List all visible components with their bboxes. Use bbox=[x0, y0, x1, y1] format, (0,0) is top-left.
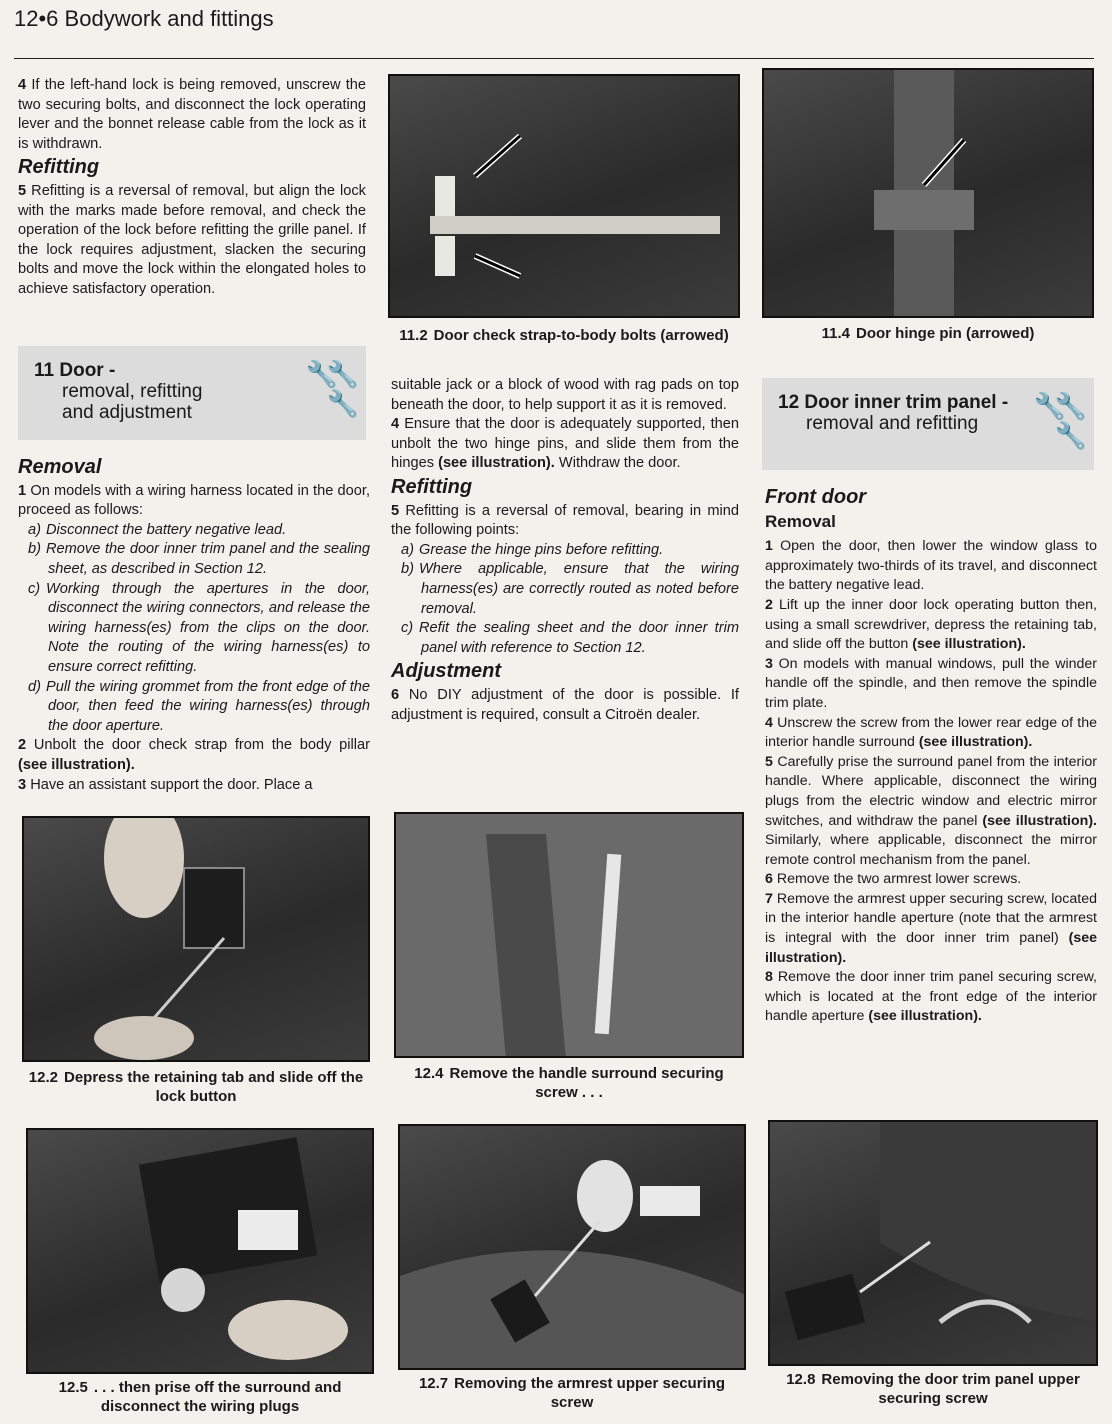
para-4: 4 If the left-hand lock is being removed, unscrew the two securing bolts, and disconnect the lock operating lever and the bonnet release cable from the lock as it is withdrawn. bbox=[18, 77, 366, 152]
handle-surround-image bbox=[396, 814, 744, 1058]
refitting-heading: Refitting bbox=[391, 475, 473, 498]
para-4: 4 Unscrew the screw from the lower rear edge of the interior handle surround (see illustration). bbox=[765, 714, 1097, 751]
para-8: 8 Remove the door inner trim panel securing screw, which is located at the front edge of the interior handle aperture (see illustration). bbox=[765, 969, 1097, 1025]
front-door-heading: Front door bbox=[765, 486, 867, 508]
para-2: 2 Unbolt the door check strap from the body pillar (see illustration). bbox=[18, 737, 370, 773]
difficulty-spanner-icon: 🔧🔧🔧 bbox=[1036, 390, 1087, 450]
col1-lower-text bbox=[18, 454, 370, 795]
col3-text bbox=[765, 484, 1097, 1027]
photo-12-7 bbox=[398, 1124, 746, 1370]
section-12-title: Door inner trim panel - bbox=[804, 392, 1009, 413]
para-7: 7 Remove the armrest upper securing screw, located in the interior handle aperture (note that the armrest is integral with the door inner trim panel) (see illustration). bbox=[765, 890, 1097, 966]
photo-12-5 bbox=[26, 1128, 374, 1374]
photo-12-2 bbox=[22, 816, 370, 1062]
armrest-screw-image bbox=[400, 1126, 746, 1370]
photo-12-8 bbox=[768, 1120, 1098, 1366]
item-c: c) Refit the sealing sheet and the door inner trim panel with reference to Section 12. bbox=[401, 620, 739, 656]
para-1: 1 On models with a wiring harness located in the door, proceed as follows: bbox=[18, 482, 370, 519]
para-3: 3 Have an assistant support the door. Place a bbox=[18, 776, 313, 793]
caption-12-2: 12.2 Depress the retaining tab and slide off the lock button bbox=[28, 1069, 364, 1105]
section-12-subtitle: removal and refitting bbox=[806, 413, 979, 434]
section-11-title: Door - bbox=[59, 360, 116, 381]
refitting-heading: Refitting bbox=[18, 156, 100, 179]
para-6: 6 No DIY adjustment of the door is possible. If adjustment is required, consult a Citroën dealer. bbox=[391, 686, 739, 723]
trim-panel-screw-image bbox=[770, 1122, 1098, 1366]
para-5: 5 Carefully prise the surround panel from the interior handle. Where applicable, disconnect the wiring plugs from the electric window and electric mirror switches, and withdraw the panel (see illustration). Similarly, where applicable, disconnect the mirror remote control mechanism from the panel. bbox=[765, 753, 1097, 868]
adjustment-heading: Adjustment bbox=[391, 660, 501, 683]
page-title: Bodywork and fittings bbox=[64, 6, 274, 31]
door-hinge-image bbox=[764, 70, 1094, 318]
caption-11-2: 11.2 Door check strap-to-body bolts (arrowed) bbox=[399, 327, 729, 344]
removal-heading: Removal bbox=[18, 456, 102, 478]
caption-12-7: 12.7 Removing the armrest upper securing screw bbox=[418, 1375, 726, 1411]
wiring-plugs-image bbox=[28, 1130, 374, 1374]
caption-12-5: 12.5 . . . then prise off the surround and disconnect the wiring plugs bbox=[58, 1379, 342, 1415]
section-11-box bbox=[18, 346, 366, 440]
page-number: 12•6 bbox=[14, 6, 59, 31]
difficulty-spanner-icon: 🔧🔧🔧 bbox=[308, 358, 359, 418]
para-4: 4 Ensure that the door is adequately supported, then unbolt the two hinge pins, and slide them from the hinges (see illustration). Withdraw the door. bbox=[391, 416, 739, 472]
para-5: 5 Refitting is a reversal of removal, but align the lock with the marks made before removal, and check the operation of the lock before refitting the grille panel. If the lock requires adjustment, slacken the securing bolts and move the lock within the elongated holes to achieve satisfactory operation. bbox=[18, 182, 366, 297]
section-11-subtitle-2: and adjustment bbox=[62, 402, 192, 423]
col2-text bbox=[391, 376, 739, 725]
caption-12-4: 12.4 Remove the handle surround securing screw . . . bbox=[414, 1065, 724, 1101]
para-6: 6 Remove the two armrest lower screws. bbox=[765, 871, 1022, 888]
section-11-subtitle-1: removal, refitting bbox=[62, 381, 203, 402]
item-a: a) Grease the hinge pins before refitting. bbox=[401, 541, 664, 558]
item-b: b) Remove the door inner trim panel and the sealing sheet, as described in Section 12. bbox=[28, 541, 370, 577]
removal-heading: Removal bbox=[765, 511, 836, 531]
para-5: 5 Refitting is a reversal of removal, bearing in mind the following points: bbox=[391, 502, 739, 539]
para-1: 1 Open the door, then lower the window glass to approximately two-thirds of its travel, and disconnect the battery negative lead. bbox=[765, 538, 1097, 594]
photo-11-2 bbox=[388, 74, 740, 318]
para-3: 3 On models with manual windows, pull the winder handle off the spindle, and then remove the spindle trim plate. bbox=[765, 655, 1097, 711]
item-d: d) Pull the wiring grommet from the front edge of the door, then feed the wiring harness(es) through the door aperture. bbox=[28, 678, 370, 734]
door-check-strap-image bbox=[390, 76, 740, 318]
photo-12-4 bbox=[394, 812, 744, 1058]
item-b: b) Where applicable, ensure that the wiring harness(es) are correctly routed as noted before removal. bbox=[401, 561, 739, 617]
section-12-box bbox=[762, 378, 1094, 470]
item-c: c) Working through the apertures in the door, disconnect the wiring connectors, and release the wiring harness(es) from the clips on the door. Note the routing of the wiring harness(es) to ensure correct refitting. bbox=[28, 580, 370, 675]
section-11-number: 11 bbox=[34, 360, 55, 381]
header-rule bbox=[14, 58, 1094, 59]
caption-12-8: 12.8 Removing the door trim panel upper securing screw bbox=[786, 1371, 1080, 1407]
page-header bbox=[14, 6, 274, 32]
item-a: a) Disconnect the battery negative lead. bbox=[28, 521, 287, 538]
photo-11-4 bbox=[762, 68, 1094, 318]
col1-top-text bbox=[18, 76, 366, 300]
section-12-number: 12 bbox=[778, 392, 800, 413]
lock-button-image bbox=[24, 818, 370, 1062]
caption-11-4: 11.4 Door hinge pin (arrowed) bbox=[821, 325, 1035, 342]
para-3-continued: suitable jack or a block of wood with rag pads on top beneath the door, to help support it as it is removed. bbox=[391, 377, 739, 413]
para-2: 2 Lift up the inner door lock operating button then, using a small screwdriver, depress the retaining tab, and slide off the button (see illustration). bbox=[765, 596, 1097, 653]
